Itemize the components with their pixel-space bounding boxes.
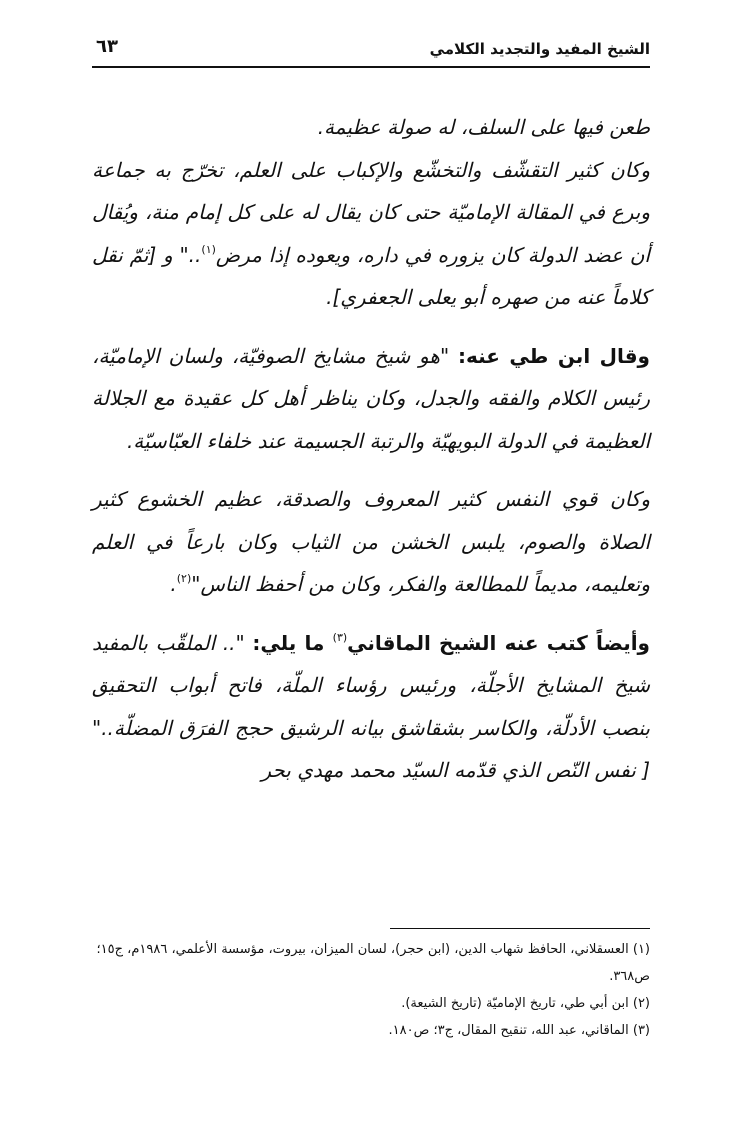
footnotes — [92, 936, 650, 1044]
paragraph-3-text: "هو شيخ مشايخ الصوفيّة، ولسان الإماميّة، رئيس الكلام والفقه والجدل، وكان يناظر أهل كل عقيدة مع الجلالة العظيمة في الدولة البويهيّة والرتبة الجسيمة عند خلفاء العبّاسيّة. — [92, 343, 650, 453]
footnote-ref-3[interactable]: (٣) — [332, 630, 348, 644]
footnote-2: (٢) ابن أبي طي، تاريخ الإماميّة (تاريخ الشيعة). — [401, 996, 650, 1011]
page-header — [92, 30, 650, 64]
body-text — [92, 106, 650, 808]
paragraph-5-text: ".. الملقّب بالمفيد شيخ المشايخ الأجلّة، ورئيس رؤساء الملّة، فاتح أبواب التحقيق بنصب الأدلّة، والكاسر بشقاشق بيانه الرشيق حجج الفرَق المضلّة.." [ نفس النّص الذي قدّمه السيّد محمد مهدي بحر — [92, 630, 650, 782]
footnote-ref-2[interactable]: (٢) — [176, 572, 192, 585]
paragraph-1 — [92, 106, 650, 149]
footnote-rule — [390, 928, 650, 929]
paragraph-5 — [92, 622, 650, 792]
paragraph-4-text: وكان قوي النفس كثير المعروف والصدقة، عظيم الخشوع كثير الصلاة والصوم، يلبس الخشن من الثياب وكان بارعاً في العلم وتعليمه، مديماً للمطالعة والفكر، وكان من أحفظ الناس" — [92, 487, 650, 596]
footnote-ref-1[interactable]: (١) — [201, 242, 216, 256]
paragraph-3-lead: وقال ابن طي عنه: — [457, 343, 650, 368]
header-rule — [92, 66, 650, 68]
paragraph-2 — [92, 149, 650, 319]
paragraph-5-lead-2: ما يلي: — [252, 630, 333, 655]
paragraph-2-text-a: وكان كثير التقشّف والتخشّع والإكباب على العلم، تخرّج به جماعة وبرع في المقالة الإماميّة حتى كان يقال له على كل إمام منة، ويُقال أن عضد الدولة كان يزوره في داره، ويعوده إذا مرض — [92, 157, 650, 267]
paragraph-4 — [92, 478, 650, 606]
paragraph-3 — [92, 335, 650, 463]
paragraph-5-lead: وأيضاً كتب عنه الشيخ الماقاني — [347, 630, 650, 655]
page-number: ٦٣ — [96, 36, 118, 57]
footnote-3: (٣) الماقاني، عبد الله، تنقيح المقال، ج٣؛ ص١٨٠. — [388, 1023, 650, 1038]
footnote-1: (١) العسقلاني، الحافظ شهاب الدين، (ابن حجر)، لسان الميزان، بيروت، مؤسسة الأعلمي، ١٩٨٦م، ج١٥؛ ص٣٦٨. — [96, 942, 650, 984]
paragraph-4-end: . — [170, 572, 177, 596]
running-title: الشيخ المفيد والتجديد الكلامي — [429, 40, 650, 58]
paragraph-1-text: طعن فيها على السلف، له صولة عظيمة. — [317, 115, 650, 139]
paragraph-2-text-b: .." و [ثمّ نقل كلاماً عنه من صهره أبو يعلى الجعفري]. — [92, 242, 650, 309]
